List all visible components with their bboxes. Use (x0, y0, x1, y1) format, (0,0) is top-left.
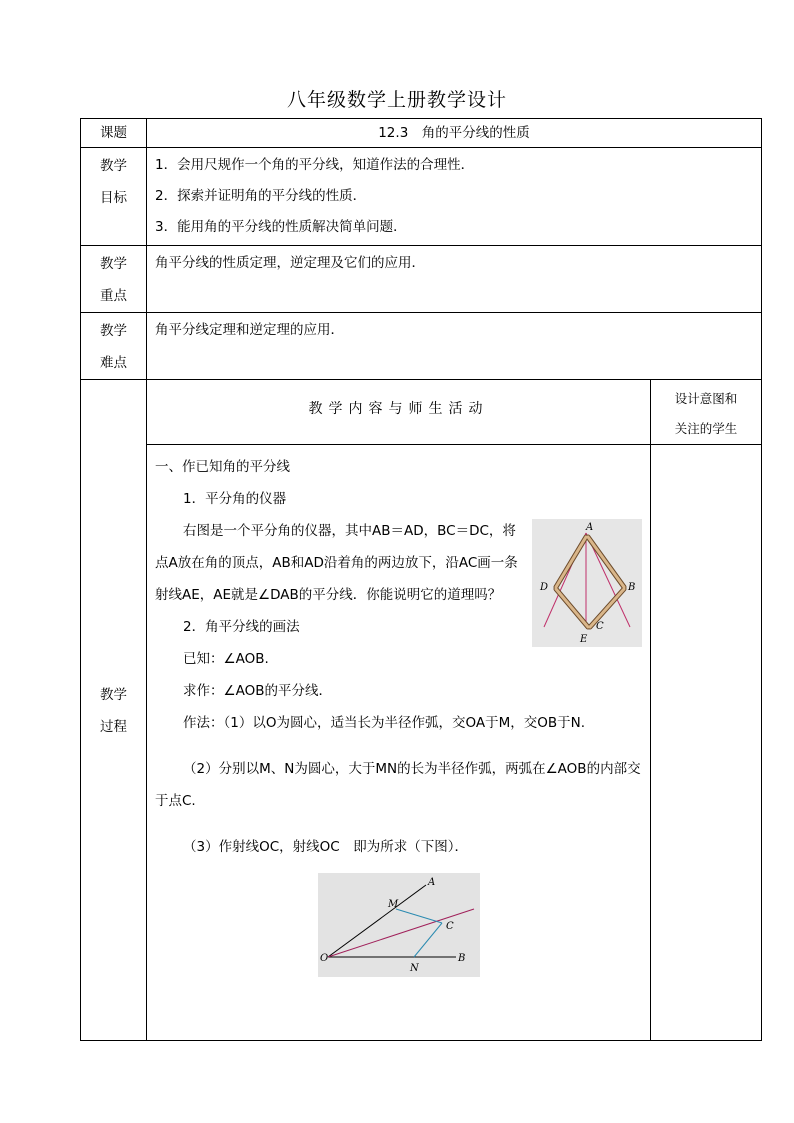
point-label-c: C (445, 921, 454, 932)
point-label-m: M (387, 899, 398, 910)
goal-item: 1．会用尺规作一个角的平分线，知道作法的合理性． (155, 157, 475, 173)
goal-item: 2．探索并证明角的平分线的性质． (155, 188, 367, 204)
vertex-label-c: C (596, 621, 604, 632)
content-header: 教学内容与师生活动 (147, 380, 651, 445)
vertex-label-a: A (586, 522, 594, 533)
section-heading: 一、作已知角的平分线 (155, 459, 290, 475)
vertex-label-d: D (540, 582, 549, 593)
construction-step-1: 作法：（1）以O为圆心，适当长为半径作弧，交OA于M，交OB于N. (183, 715, 586, 731)
vertex-label-b: B (628, 582, 636, 593)
point-label-a: A (427, 877, 435, 888)
goal-item: 3．能用角的平分线的性质解决简单问题． (155, 219, 407, 235)
bisector-construction-figure (318, 873, 480, 977)
document-title: 八年级数学上册教学设计 (286, 89, 507, 111)
side-header: 设计意图和 关注的学生 (651, 380, 762, 445)
point-label-n: N (409, 963, 419, 974)
key-points-text: 角平分线的性质定理，逆定理及它们的应用． (147, 246, 762, 313)
construction-step-2: （2）分别以M、N为圆心，大于MN的长为半径作弧，两弧在∠AOB的内部交于点C. (155, 761, 641, 809)
known-line: 已知：∠AOB. (183, 651, 269, 667)
instrument-paragraph: 右图是一个平分角的仪器，其中AB＝AD，BC＝DC，将点A放在角的顶点，AB和AD沿着角的两边放下，沿AC画一条射线AE，AE就是∠DAB的平分线．你能说明它的道理吗？ (155, 523, 518, 603)
sub-heading: 2．角平分线的画法 (183, 619, 300, 635)
find-line: 求作：∠AOB的平分线． (183, 683, 332, 699)
topic-label: 课题 (81, 119, 147, 148)
topic-value: 12.3 角的平分线的性质 (147, 119, 762, 148)
goals-label: 教学 目标 (81, 148, 147, 246)
construction-step-3: （3）作射线OC，射线OC 即为所求（下图）． (183, 839, 468, 855)
difficulties-text: 角平分线定理和逆定理的应用． (147, 313, 762, 380)
vertex-label-e: E (580, 634, 588, 645)
lesson-plan-table (80, 118, 762, 1041)
angle-bisector-instrument-figure (532, 519, 642, 647)
side-notes-cell (651, 445, 762, 1041)
point-label-o: O (319, 953, 328, 964)
difficulties-label: 教学 难点 (81, 313, 147, 380)
key-points-label: 教学 重点 (81, 246, 147, 313)
process-content (147, 445, 651, 1041)
process-label: 教学 过程 (81, 380, 147, 1041)
sub-heading: 1．平分角的仪器 (183, 491, 287, 507)
goals-list (147, 148, 762, 246)
point-label-b: B (457, 953, 465, 964)
